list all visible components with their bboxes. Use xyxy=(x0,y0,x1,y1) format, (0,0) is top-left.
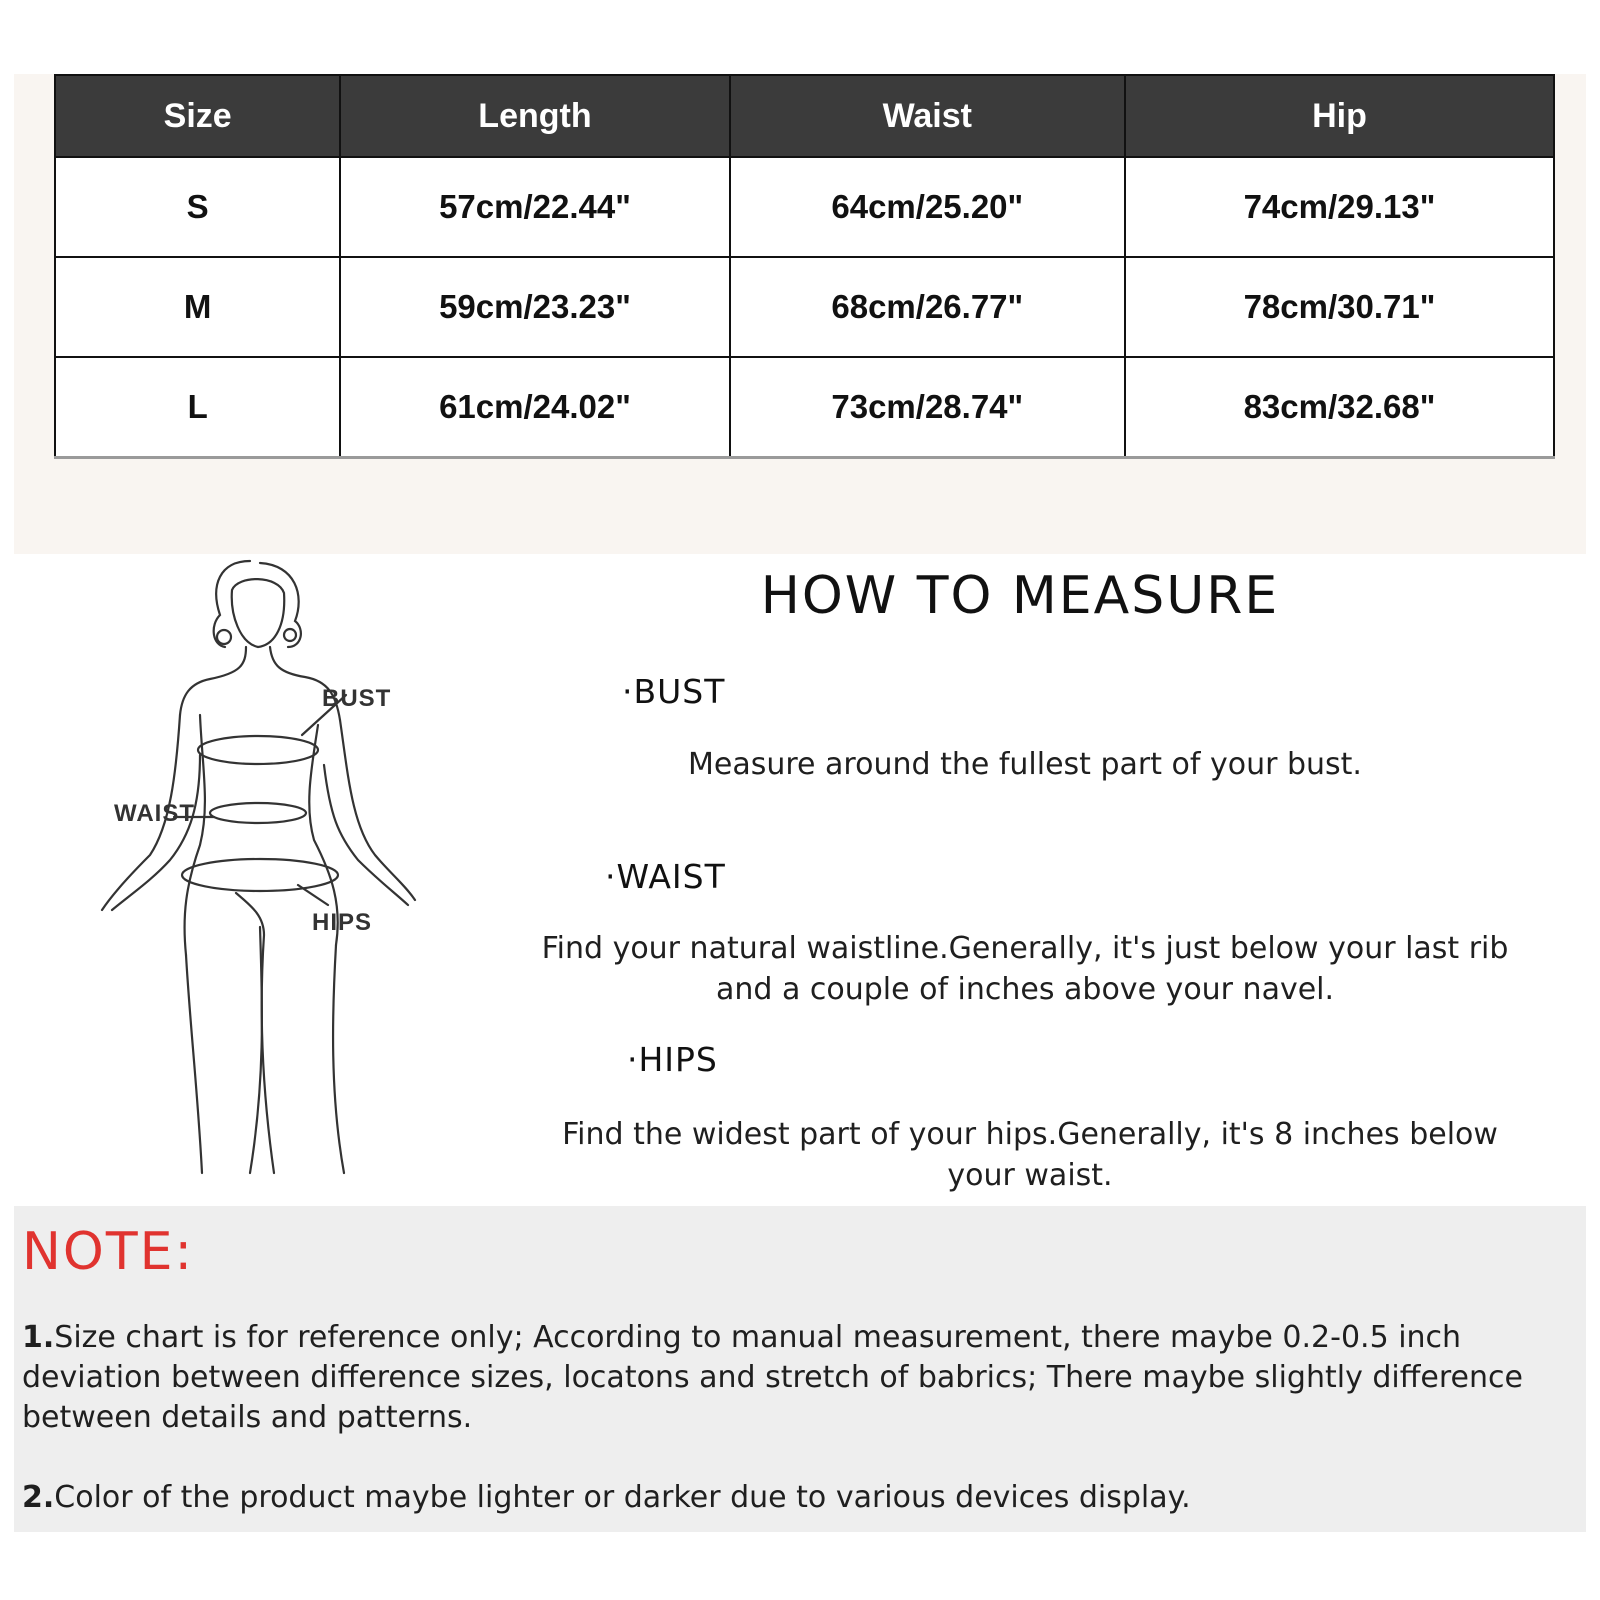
note-title: NOTE: xyxy=(22,1222,194,1282)
waist-description xyxy=(520,928,1530,1010)
table-header-row xyxy=(55,75,1554,157)
hips-description-line: Find the widest part of your hips.Generally, it's 8 inches below xyxy=(562,1117,1498,1152)
note-number: 1. xyxy=(22,1320,55,1355)
cell-size: M xyxy=(55,257,340,357)
note-item-line: between details and patterns. xyxy=(22,1400,473,1435)
hips-heading: ·HIPS xyxy=(627,1040,718,1079)
bust-description: Measure around the fullest part of your bust. xyxy=(688,747,1362,782)
cell-size: S xyxy=(55,157,340,257)
note-item-1 xyxy=(22,1318,1578,1438)
header-size: Size xyxy=(55,75,340,157)
cell-hip: 74cm/29.13" xyxy=(1125,157,1554,257)
cell-waist: 64cm/25.20" xyxy=(730,157,1125,257)
cell-hip: 78cm/30.71" xyxy=(1125,257,1554,357)
note-item-2 xyxy=(22,1478,1578,1518)
waist-description-line: Find your natural waistline.Generally, it's just below your last rib xyxy=(541,931,1509,966)
table-row xyxy=(55,157,1554,257)
cell-length: 61cm/24.02" xyxy=(340,357,729,458)
cell-length: 59cm/23.23" xyxy=(340,257,729,357)
cell-length: 57cm/22.44" xyxy=(340,157,729,257)
waist-description-line: and a couple of inches above your navel. xyxy=(715,972,1335,1007)
hips-description xyxy=(530,1114,1530,1196)
cell-waist: 68cm/26.77" xyxy=(730,257,1125,357)
cell-size: L xyxy=(55,357,340,458)
size-table xyxy=(54,74,1555,459)
waist-heading: ·WAIST xyxy=(605,857,726,896)
header-length: Length xyxy=(340,75,729,157)
how-to-measure-title: HOW TO MEASURE xyxy=(760,566,1280,626)
cell-hip: 83cm/32.68" xyxy=(1125,357,1554,458)
table-row xyxy=(55,357,1554,458)
bust-heading: ·BUST xyxy=(622,672,726,711)
table-row xyxy=(55,257,1554,357)
note-text: Size chart is for reference only; According to manual measurement, there maybe 0.2-0.5 inch xyxy=(54,1320,1462,1355)
header-hip: Hip xyxy=(1125,75,1554,157)
note-item-line: deviation between difference sizes, locatons and stretch of babrics; There maybe slightly difference xyxy=(22,1360,1523,1395)
note-text: Color of the product maybe lighter or darker due to various devices display. xyxy=(54,1480,1191,1515)
header-waist: Waist xyxy=(730,75,1125,157)
body-figure-illustration xyxy=(90,555,450,1205)
figure-label-hips: HIPS xyxy=(312,909,373,936)
body-outline-icon xyxy=(90,555,450,1205)
figure-label-bust: BUST xyxy=(322,685,392,712)
hips-description-line: your waist. xyxy=(947,1158,1113,1193)
figure-label-waist: WAIST xyxy=(114,800,195,827)
cell-waist: 73cm/28.74" xyxy=(730,357,1125,458)
note-number: 2. xyxy=(22,1480,55,1515)
note-item-line xyxy=(22,1318,1578,1358)
